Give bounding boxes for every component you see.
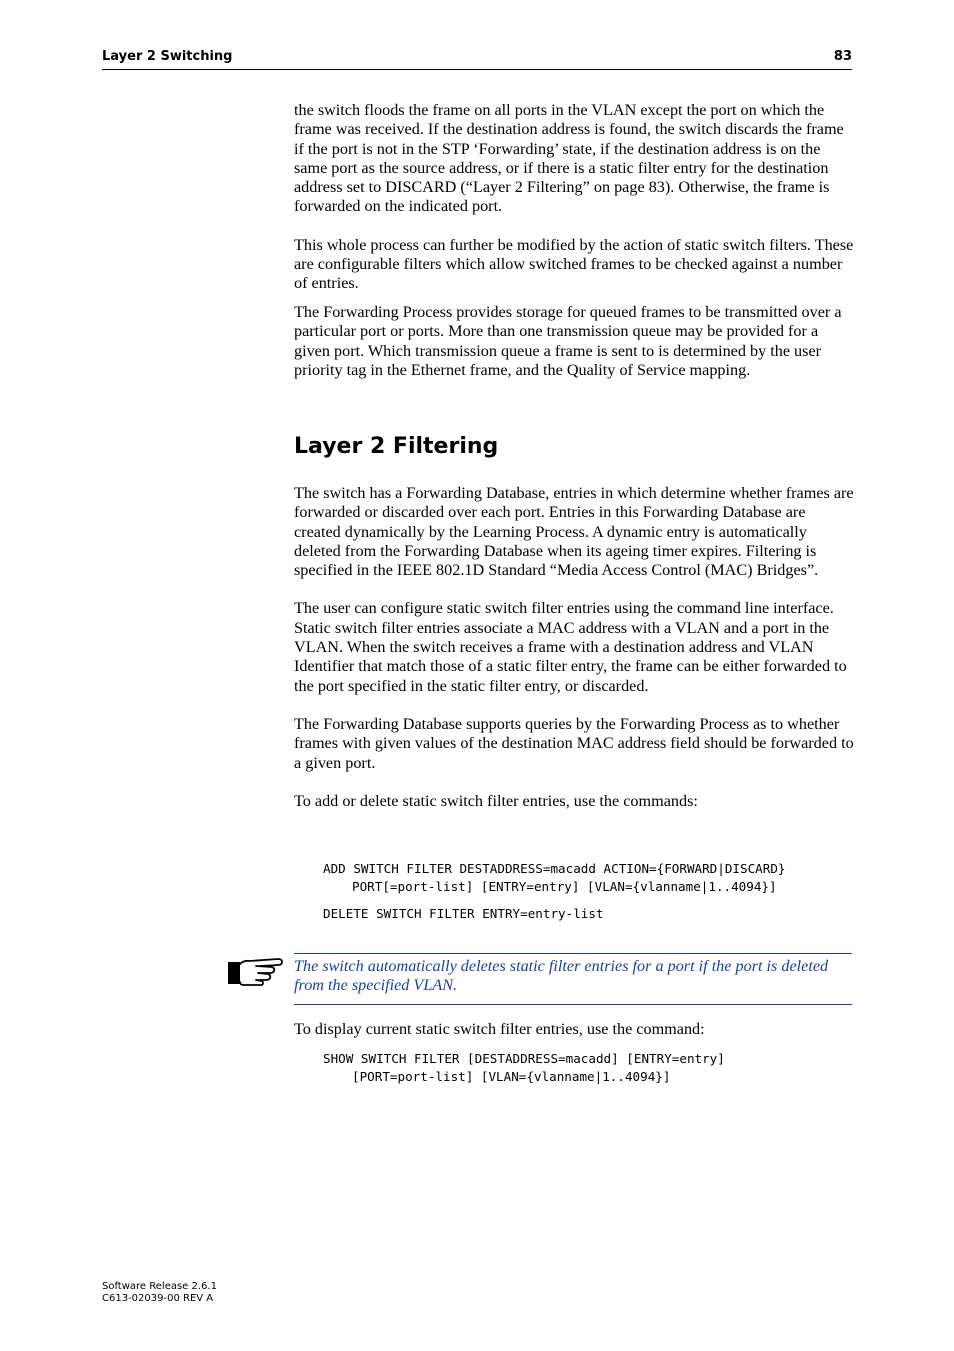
paragraph: The Forwarding Database supports queries by the Forwarding Process as to whether frames with given values of the destination MAC address field should be forwarded to a given port. xyxy=(294,714,854,772)
note-top-rule xyxy=(294,953,852,954)
footer-release: Software Release 2.6.1 xyxy=(102,1281,217,1292)
body-paragraphs-top xyxy=(294,101,854,380)
footer-doc-id: C613-02039-00 REV A xyxy=(102,1293,214,1304)
page-footer xyxy=(102,1281,217,1305)
command-delete: DELETE SWITCH FILTER ENTRY=entry-list xyxy=(323,906,604,921)
pointing-hand-icon xyxy=(226,954,286,988)
command-add-line2: PORT[=port-list] [ENTRY=entry] [VLAN={vlanname|1..4094}] xyxy=(352,879,777,894)
paragraph: The switch has a Forwarding Database, entries in which determine whether frames are forwarded or discarded over each port. Entries in this Forwarding Database are created dynamically by the Learning Process. A dynamic entry is automatically deleted from the Forwarding Database when its ageing timer expires. Filtering is specified in the IEEE 802.1D Standard “Media Access Control (MAC) Bridges”. xyxy=(294,484,854,580)
command-show-line1: SHOW SWITCH FILTER [DESTADDRESS=macadd] [ENTRY=entry] xyxy=(323,1051,725,1066)
note-text: The switch automatically deletes static filter entries for a port if the port is deleted from the specified VLAN. xyxy=(294,957,829,995)
paragraph: This whole process can further be modified by the action of static switch filters. These are configurable filters which allow switched frames to be checked against a number of entries. xyxy=(294,235,854,293)
command-add-line1: ADD SWITCH FILTER DESTADDRESS=macadd ACTION={FORWARD|DISCARD} xyxy=(323,861,786,876)
body-paragraphs-section xyxy=(294,484,854,811)
paragraph: the switch floods the frame on all ports in the VLAN except the port on which the frame was received. If the destination address is found, the switch discards the frame if the port is not in the STP ‘Forwarding’ state, if the destination address is on the same port as the source address, or if there is a static filter entry for the destination address set to DISCARD (“Layer 2 Filtering” on page 83). Otherwise, the frame is forwarded on the indicated port. xyxy=(294,101,844,216)
display-intro xyxy=(294,1020,854,1039)
section-heading: Layer 2 Filtering xyxy=(294,434,499,459)
page-header xyxy=(102,47,852,70)
command-show-line2: [PORT=port-list] [VLAN={vlanname|1..4094}] xyxy=(352,1069,671,1084)
note-bottom-rule xyxy=(294,1004,852,1005)
paragraph: To display current static switch filter entries, use the command: xyxy=(294,1020,705,1038)
running-header-title: Layer 2 Switching xyxy=(102,49,233,64)
paragraph: To add or delete static switch filter entries, use the commands: xyxy=(294,791,698,810)
paragraph: The user can configure static switch filter entries using the command line interface. Static switch filter entries associate a MAC address with a VLAN and a port in the VLAN. When the switch receives a frame with a destination address and VLAN Identifier that match those of a static filter entry, the frame can be either forwarded to the port specified in the static filter entry, or discarded. xyxy=(294,599,847,695)
paragraph: The Forwarding Process provides storage for queued frames to be transmitted over a particular port or ports. More than one transmission queue may be provided for a given port. Which transmission queue a frame is sent to is determined by the user priority tag in the Ethernet frame, and the Quality of Service mapping. xyxy=(294,303,842,380)
page-number: 83 xyxy=(833,49,852,64)
